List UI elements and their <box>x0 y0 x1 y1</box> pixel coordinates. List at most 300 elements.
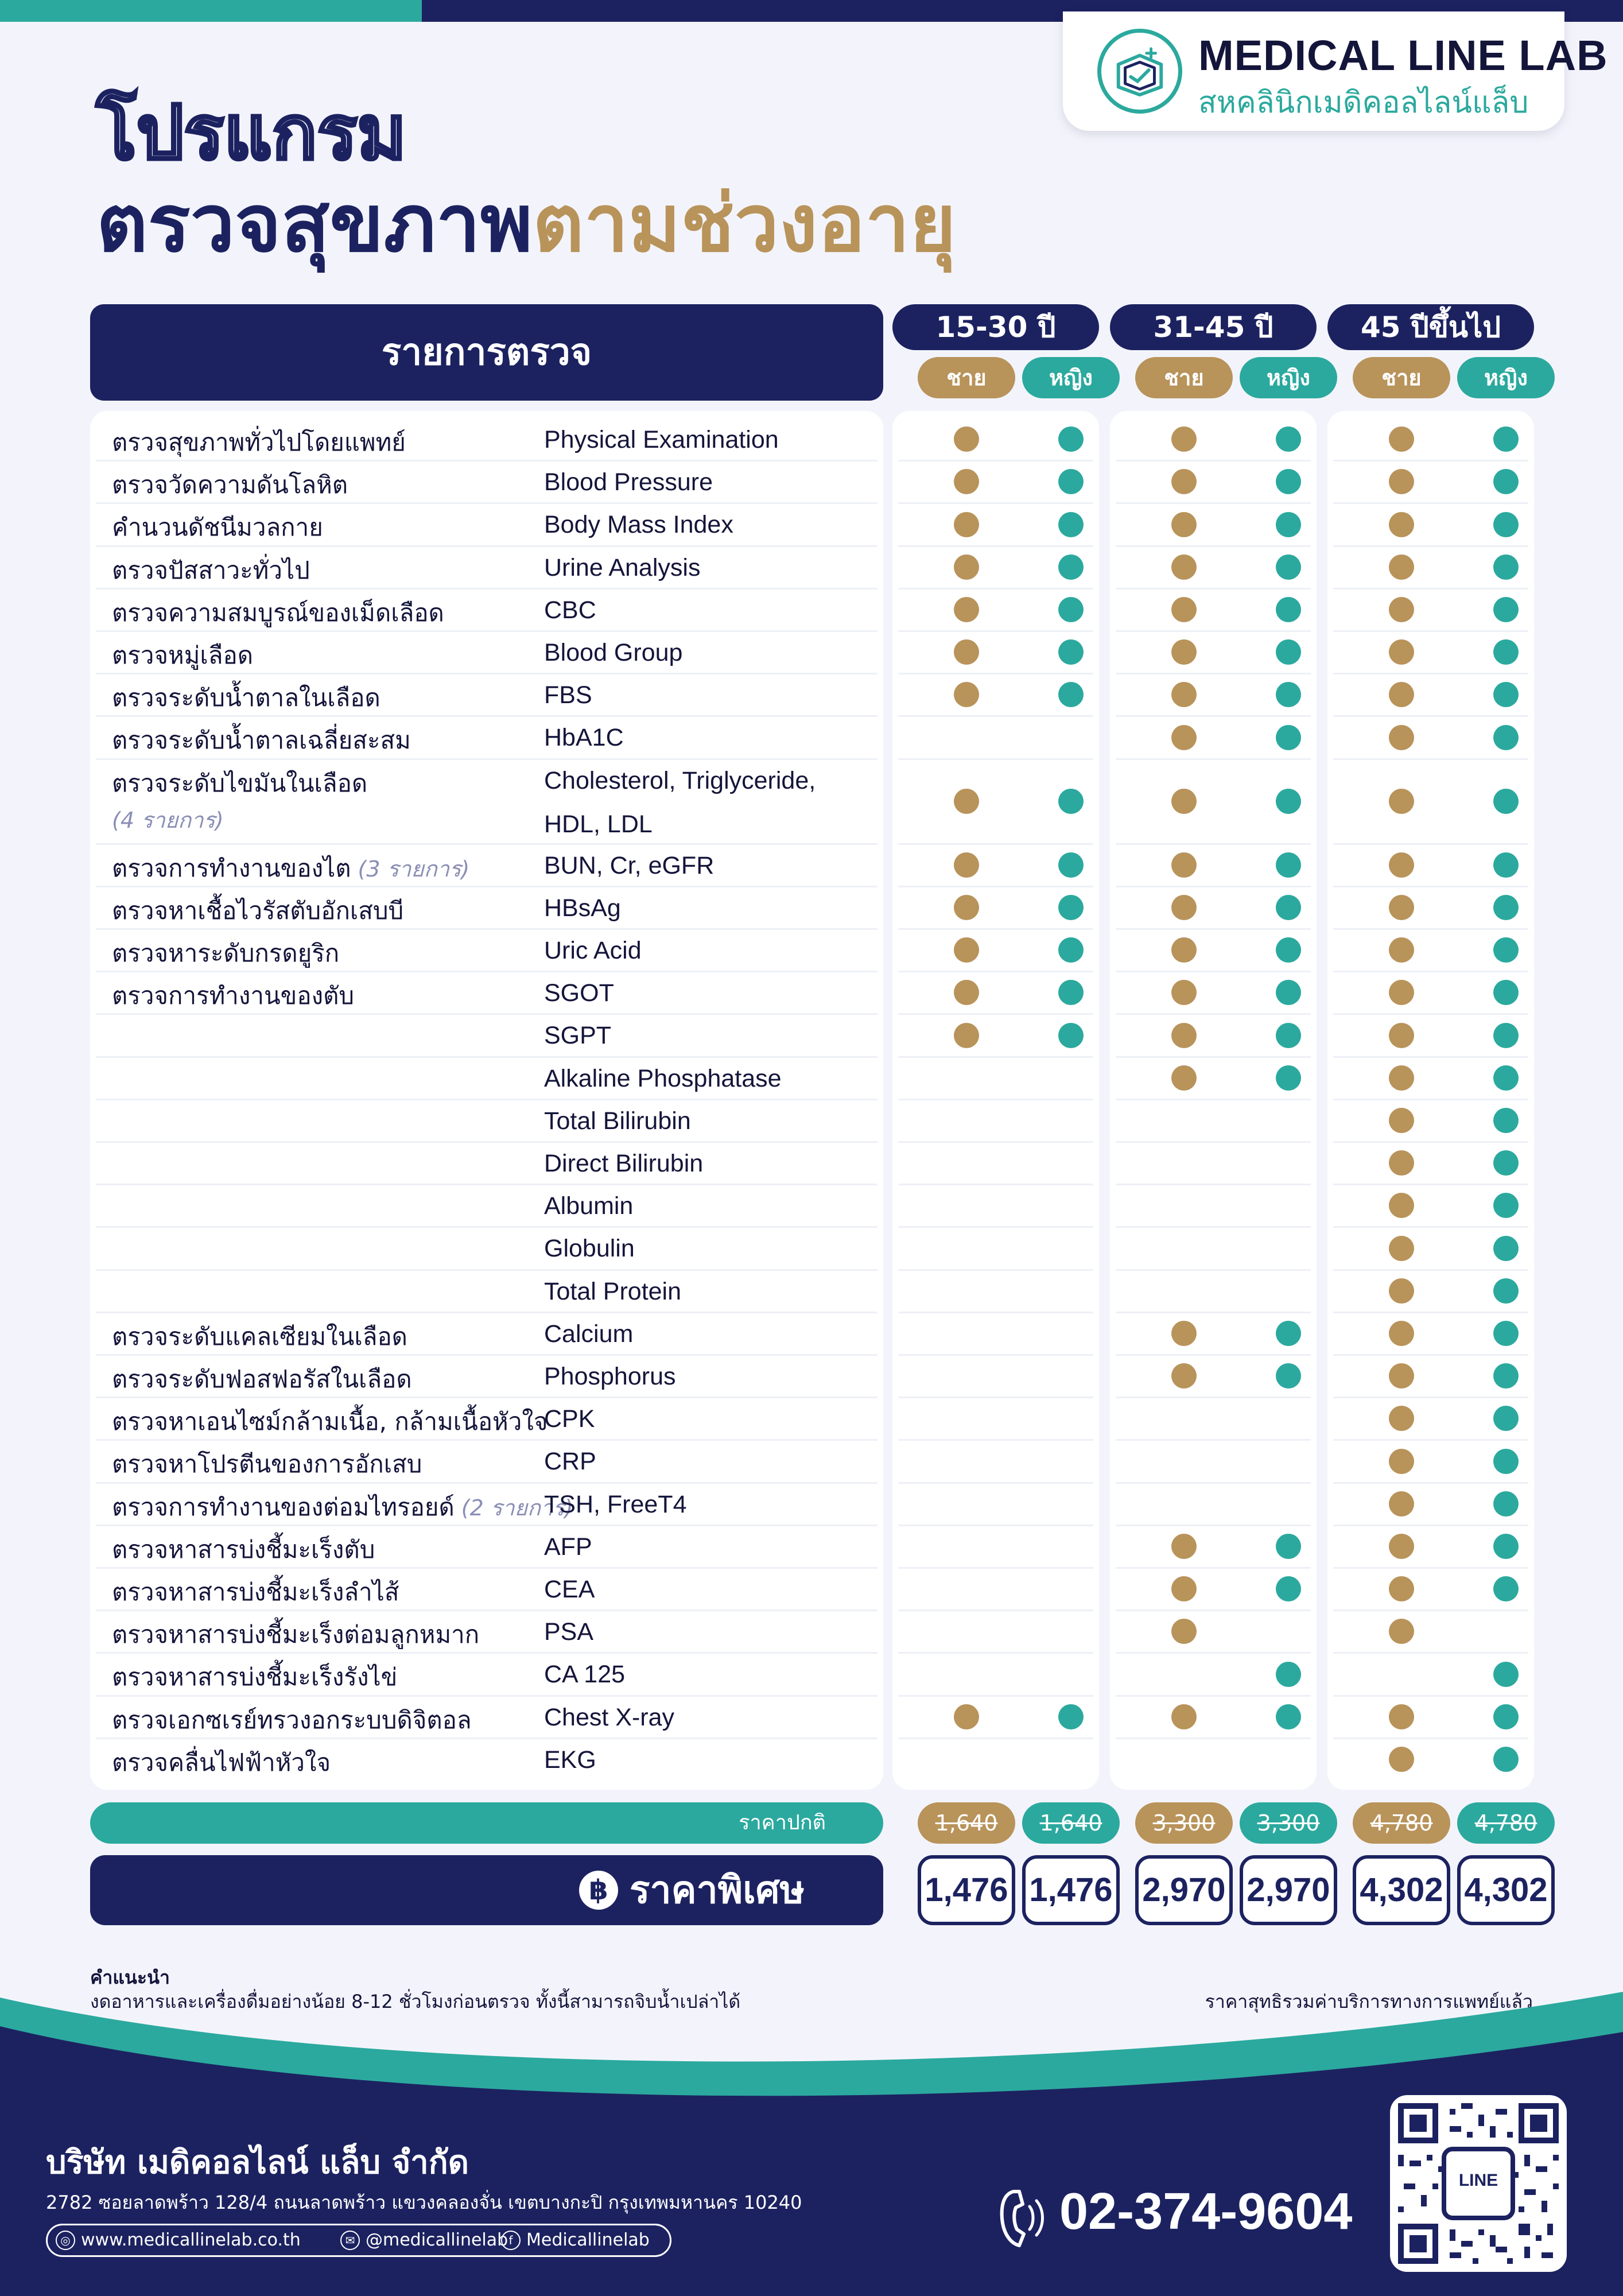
row-divider <box>898 460 1093 461</box>
female-label-31-45: หญิง <box>1240 357 1337 398</box>
row-divider <box>898 1099 1093 1100</box>
row-divider <box>96 630 877 632</box>
row-divider <box>898 630 1093 632</box>
included-mark-male-31-45 <box>1171 1534 1197 1559</box>
row-label-thai <box>112 637 253 674</box>
row-label-english: CPK <box>544 1405 595 1433</box>
row-label-thai <box>112 765 367 837</box>
line-link[interactable] <box>340 2225 508 2255</box>
row-label-english: Cholesterol, Triglyceride, <box>544 766 816 794</box>
row-label-thai <box>112 1531 375 1569</box>
row-divider <box>898 545 1093 547</box>
included-mark-male-45-plus <box>1389 1108 1414 1133</box>
row-label-thai <box>112 934 339 972</box>
row-divider <box>1333 1737 1528 1739</box>
row-divider <box>96 1482 877 1484</box>
included-mark-male-15-30 <box>954 639 979 665</box>
phone-number[interactable]: 02-374-9604 <box>1059 2183 1353 2240</box>
included-mark-female-15-30 <box>1058 1704 1084 1729</box>
row-divider <box>1116 1013 1311 1015</box>
row-label-thai-text: ตรวจระดับน้ำตาลเฉลี่ยสะสม <box>112 726 411 755</box>
included-mark-female-15-30 <box>1058 789 1084 814</box>
included-mark-female-31-45 <box>1276 469 1301 494</box>
row-divider <box>1116 1312 1311 1313</box>
included-mark-male-45-plus <box>1389 512 1414 537</box>
row-label-thai-text: ตรวจระดับฟอสฟอรัสในเลือด <box>112 1365 412 1393</box>
row-divider <box>1333 1226 1528 1228</box>
normal-price-male-45-plus: 4,780 <box>1353 1802 1450 1844</box>
included-mark-male-45-plus <box>1389 469 1414 494</box>
included-mark-male-45-plus <box>1389 1704 1414 1729</box>
row-label-thai-text: ตรวจหาเชื้อไวรัสตับอักเสบบี <box>112 896 404 925</box>
row-divider <box>96 1184 877 1185</box>
included-mark-female-45-plus <box>1493 1023 1519 1048</box>
included-mark-female-15-30 <box>1058 682 1084 707</box>
row-label-thai-text: ตรวจการทำงานของต่อมไทรอยด์ <box>112 1492 455 1521</box>
row-label-thai-text: ตรวจหาสารบ่งชี้มะเร็งตับ <box>112 1535 375 1564</box>
row-divider <box>1333 1695 1528 1697</box>
included-mark-male-45-plus <box>1389 597 1414 622</box>
special-price-label: ราคาพิเศษ <box>630 1868 805 1912</box>
row-divider <box>96 1141 877 1143</box>
row-divider <box>96 1312 877 1313</box>
included-mark-male-31-45 <box>1171 426 1197 452</box>
included-mark-female-45-plus <box>1493 1704 1519 1729</box>
normal-price-female-15-30: 1,640 <box>1022 1802 1120 1844</box>
normal-price-male-15-30: 1,640 <box>918 1802 1015 1844</box>
included-mark-female-45-plus <box>1493 1534 1519 1559</box>
title-part-age: ตามช่วงอายุ <box>533 177 956 270</box>
female-label-45-plus: หญิง <box>1457 357 1555 398</box>
included-mark-female-45-plus <box>1493 682 1519 707</box>
included-mark-male-45-plus <box>1389 1491 1414 1517</box>
row-divider <box>1333 1141 1528 1143</box>
row-label-thai-text: ตรวจสุขภาพทั่วไปโดยแพทย์ <box>112 428 406 456</box>
row-label-english: CA 125 <box>544 1661 626 1689</box>
row-divider <box>96 928 877 930</box>
row-divider <box>898 1056 1093 1058</box>
row-divider <box>898 1312 1093 1313</box>
included-mark-male-31-45 <box>1171 1363 1197 1389</box>
row-divider <box>1333 715 1528 717</box>
special-price-male-15-30: 1,476 <box>918 1855 1015 1925</box>
row-divider <box>1333 1567 1528 1569</box>
row-divider <box>898 1226 1093 1228</box>
included-mark-male-45-plus <box>1389 1193 1414 1218</box>
included-mark-female-45-plus <box>1493 639 1519 665</box>
row-divider <box>1333 928 1528 930</box>
included-mark-female-45-plus <box>1493 1747 1519 1772</box>
row-divider <box>1116 886 1311 887</box>
row-label-english: HbA1C <box>544 724 624 752</box>
row-divider <box>96 1652 877 1654</box>
facebook-link[interactable] <box>501 2225 650 2255</box>
included-mark-male-31-45 <box>1171 1619 1197 1644</box>
row-divider <box>96 1013 877 1015</box>
row-divider <box>1333 1439 1528 1441</box>
included-mark-male-15-30 <box>954 895 979 920</box>
included-mark-male-45-plus <box>1389 1747 1414 1772</box>
row-label-thai-text: ตรวจหาระดับกรดยูริก <box>112 939 340 967</box>
row-label-thai-text: ตรวจเอกซเรย์ทรวงอกระบบดิจิตอล <box>112 1705 472 1734</box>
row-label-english: Albumin <box>544 1192 634 1220</box>
included-mark-male-45-plus <box>1389 937 1414 963</box>
row-divider <box>1333 460 1528 461</box>
included-mark-male-31-45 <box>1171 895 1197 920</box>
included-mark-male-15-30 <box>954 852 979 878</box>
included-mark-male-45-plus <box>1389 789 1414 814</box>
included-mark-female-45-plus <box>1493 1193 1519 1218</box>
included-mark-female-45-plus <box>1493 1236 1519 1261</box>
row-label-english: Total Protein <box>544 1277 682 1305</box>
included-mark-male-45-plus <box>1389 554 1414 580</box>
row-label-english: Chest X-ray <box>544 1703 675 1731</box>
row-label-thai <box>112 594 444 632</box>
row-label-thai <box>112 1658 397 1696</box>
table-header-label: รายการตรวจ <box>90 304 883 401</box>
included-mark-male-45-plus <box>1389 1619 1414 1644</box>
title-part-checkup: ตรวจสุขภาพ <box>96 177 533 270</box>
row-label-thai-text: ตรวจระดับไขมันในเลือด <box>112 769 368 797</box>
row-divider <box>96 715 877 717</box>
row-label-note: (3 รายการ) <box>358 856 470 882</box>
row-divider <box>1116 1099 1311 1100</box>
row-label-english: Calcium <box>544 1320 634 1348</box>
qr-code[interactable] <box>1390 2095 1567 2272</box>
special-price-male-31-45: 2,970 <box>1135 1855 1233 1925</box>
row-divider <box>1116 758 1311 760</box>
row-label-english: SGOT <box>544 979 614 1007</box>
included-mark-male-15-30 <box>954 512 979 537</box>
row-divider <box>1116 928 1311 930</box>
row-divider <box>898 588 1093 589</box>
included-mark-female-15-30 <box>1058 426 1084 452</box>
row-label-english: Blood Pressure <box>544 468 713 497</box>
included-mark-male-45-plus <box>1389 1278 1414 1304</box>
row-divider <box>96 588 877 589</box>
advice-heading: คำแนะนำ <box>90 1967 170 1988</box>
row-divider <box>96 886 877 887</box>
row-label-english: CEA <box>544 1576 595 1603</box>
included-mark-male-31-45 <box>1171 1023 1197 1048</box>
included-mark-male-45-plus <box>1389 980 1414 1005</box>
included-mark-male-45-plus <box>1389 426 1414 452</box>
row-divider <box>1333 588 1528 589</box>
included-mark-male-31-45 <box>1171 512 1197 537</box>
row-divider <box>1116 1652 1311 1654</box>
included-mark-female-45-plus <box>1493 1278 1519 1304</box>
included-mark-male-15-30 <box>954 937 979 963</box>
included-mark-male-31-45 <box>1171 852 1197 878</box>
included-mark-female-45-plus <box>1493 597 1519 622</box>
included-mark-male-15-30 <box>954 682 979 707</box>
included-mark-female-15-30 <box>1058 512 1084 537</box>
included-mark-female-31-45 <box>1276 682 1301 707</box>
included-mark-male-45-plus <box>1389 639 1414 665</box>
row-label-english-line2: HDL, LDL <box>544 810 653 838</box>
row-divider <box>96 1354 877 1356</box>
included-mark-male-31-45 <box>1171 725 1197 750</box>
globe-icon: ◎ <box>56 2231 75 2250</box>
included-mark-female-31-45 <box>1276 426 1301 452</box>
row-label-thai-text: ตรวจปัสสาวะทั่วไป <box>112 556 310 584</box>
included-mark-female-31-45 <box>1276 1704 1301 1729</box>
included-mark-female-15-30 <box>1058 1023 1084 1048</box>
row-divider <box>1116 843 1311 845</box>
included-mark-male-45-plus <box>1389 1321 1414 1346</box>
row-divider <box>1333 1652 1528 1654</box>
row-divider <box>1116 1482 1311 1484</box>
row-label-english: PSA <box>544 1618 594 1646</box>
qr-line-label: LINE <box>1458 2171 1498 2190</box>
row-divider <box>1116 1737 1311 1739</box>
row-label-thai <box>112 1488 573 1526</box>
facebook-text: Medicallinelab <box>526 2230 650 2250</box>
row-label-thai-text: คำนวนดัชนีมวลกาย <box>112 513 323 542</box>
phone-icon <box>996 2187 1048 2250</box>
row-divider <box>1333 758 1528 760</box>
row-label-english: Alkaline Phosphatase <box>544 1064 782 1092</box>
special-price-male-45-plus: 4,302 <box>1353 1855 1450 1925</box>
special-price-female-45-plus: 4,302 <box>1457 1855 1555 1925</box>
row-label-thai <box>112 1616 479 1654</box>
included-mark-male-45-plus <box>1389 1449 1414 1474</box>
included-mark-female-45-plus <box>1493 469 1519 494</box>
special-price-bar <box>90 1855 883 1925</box>
included-mark-male-31-45 <box>1171 937 1197 963</box>
row-divider <box>96 971 877 972</box>
normal-price-label: ราคาปกติ <box>739 1811 826 1835</box>
included-mark-female-45-plus <box>1493 789 1519 814</box>
included-mark-female-15-30 <box>1058 597 1084 622</box>
brand-subtitle: สหคลินิกเมดิคอลไลน์แล็บ <box>1198 86 1529 120</box>
row-label-english: Blood Group <box>544 639 683 666</box>
normal-price-male-31-45: 3,300 <box>1135 1802 1233 1844</box>
included-mark-female-31-45 <box>1276 980 1301 1005</box>
included-mark-female-31-45 <box>1276 639 1301 665</box>
included-mark-male-45-plus <box>1389 1236 1414 1261</box>
row-divider <box>1333 673 1528 674</box>
row-divider <box>898 502 1093 504</box>
row-divider <box>1333 1397 1528 1398</box>
row-label-thai-text: ตรวจระดับน้ำตาลในเลือด <box>112 684 380 712</box>
brand-logo-icon <box>1097 29 1182 114</box>
row-divider <box>96 843 877 845</box>
row-divider <box>898 1737 1093 1739</box>
row-divider <box>1333 502 1528 504</box>
included-mark-female-15-30 <box>1058 554 1084 580</box>
included-mark-male-31-45 <box>1171 597 1197 622</box>
included-mark-male-31-45 <box>1171 1065 1197 1091</box>
row-label-thai <box>112 1744 331 1782</box>
row-divider <box>1333 971 1528 972</box>
row-divider <box>1333 1056 1528 1058</box>
row-divider <box>96 545 877 547</box>
advice-text: งดอาหารและเครื่องดื่มอย่างน้อย 8-12 ชั่วโมงก่อนตรวจ ทั้งนี้สามารถจิบน้ำเปล่าได้ <box>90 1991 741 2012</box>
row-divider <box>1116 1525 1311 1526</box>
included-mark-male-31-45 <box>1171 1704 1197 1729</box>
row-divider <box>1116 971 1311 972</box>
row-divider <box>1333 1312 1528 1313</box>
brand-logo-card <box>1063 11 1608 131</box>
included-mark-male-15-30 <box>954 426 979 452</box>
row-label-thai <box>112 1573 399 1611</box>
row-divider <box>1116 1695 1311 1697</box>
included-mark-male-31-45 <box>1171 1576 1197 1601</box>
row-divider <box>96 1439 877 1441</box>
included-mark-female-45-plus <box>1493 1321 1519 1346</box>
facebook-icon: f <box>501 2231 521 2250</box>
row-divider <box>898 971 1093 972</box>
included-mark-female-45-plus <box>1493 1406 1519 1431</box>
brand-name: MEDICAL LINE LAB <box>1198 32 1608 79</box>
included-mark-female-45-plus <box>1493 937 1519 963</box>
included-mark-male-45-plus <box>1389 1023 1414 1048</box>
row-label-note: (2 รายการ) <box>461 1495 573 1521</box>
row-label-english: Globulin <box>544 1235 635 1263</box>
row-divider <box>1116 1439 1311 1441</box>
row-divider <box>1333 1609 1528 1611</box>
included-mark-male-15-30 <box>954 554 979 580</box>
row-divider <box>1116 1397 1311 1398</box>
row-divider <box>1333 1013 1528 1015</box>
included-mark-male-45-plus <box>1389 1576 1414 1601</box>
included-mark-male-31-45 <box>1171 980 1197 1005</box>
row-divider <box>96 1397 877 1398</box>
included-mark-female-45-plus <box>1493 1491 1519 1517</box>
row-label-thai <box>112 1701 472 1739</box>
included-mark-female-31-45 <box>1276 1023 1301 1048</box>
row-divider <box>96 1567 877 1569</box>
row-label-thai-text: ตรวจหาเอนไซม์กล้ามเนื้อ, กล้ามเนื้อหัวใจ <box>112 1407 548 1436</box>
row-label-thai <box>112 1403 548 1441</box>
included-mark-female-31-45 <box>1276 1363 1301 1389</box>
row-divider <box>898 1397 1093 1398</box>
baht-icon: ฿ <box>579 1871 618 1910</box>
included-mark-male-31-45 <box>1171 1321 1197 1346</box>
row-label-thai-text: ตรวจวัดความดันโลหิต <box>112 471 348 499</box>
row-divider <box>96 673 877 674</box>
website-link[interactable] <box>56 2225 301 2255</box>
included-mark-female-31-45 <box>1276 1576 1301 1601</box>
row-label-english: Uric Acid <box>544 937 642 964</box>
row-divider <box>1116 460 1311 461</box>
age-group-31-45: 31-45 ปี <box>1110 304 1317 350</box>
row-label-english: CRP <box>544 1448 596 1476</box>
row-divider <box>96 1525 877 1526</box>
included-mark-female-45-plus <box>1493 852 1519 878</box>
row-label-thai-text: ตรวจหมู่เลือด <box>112 641 253 669</box>
male-label-45-plus: ชาย <box>1353 357 1450 398</box>
row-label-english: BUN, Cr, eGFR <box>544 851 715 879</box>
top-accent-bar-teal <box>0 0 422 22</box>
row-divider <box>1333 1525 1528 1526</box>
included-mark-female-45-plus <box>1493 725 1519 750</box>
row-divider <box>96 460 877 461</box>
row-label-thai <box>112 850 469 887</box>
row-divider <box>96 1737 877 1739</box>
included-mark-male-31-45 <box>1171 682 1197 707</box>
included-mark-female-45-plus <box>1493 1150 1519 1176</box>
row-divider <box>1116 1056 1311 1058</box>
row-label-thai-text: ตรวจหาโปรตีนของการอักเสบ <box>112 1450 422 1479</box>
included-mark-female-45-plus <box>1493 980 1519 1005</box>
row-label-english: Total Bilirubin <box>544 1107 691 1135</box>
age-group-45-plus: 45 ปีขึ้นไป <box>1327 304 1534 350</box>
row-divider <box>898 1652 1093 1654</box>
included-mark-male-45-plus <box>1389 725 1414 750</box>
row-divider <box>1333 1269 1528 1271</box>
row-divider <box>1116 1226 1311 1228</box>
row-divider <box>1116 715 1311 717</box>
row-divider <box>898 1695 1093 1697</box>
row-label-thai <box>112 509 323 546</box>
included-mark-female-15-30 <box>1058 937 1084 963</box>
row-divider <box>898 1482 1093 1484</box>
included-mark-male-45-plus <box>1389 1406 1414 1431</box>
company-address: 2782 ซอยลาดพร้าว 128/4 ถนนลาดพร้าว แขวงคลองจั่น เขตบางกะปิ กรุงเทพมหานคร 10240 <box>46 2192 802 2213</box>
row-divider <box>1333 1184 1528 1185</box>
included-mark-female-31-45 <box>1276 937 1301 963</box>
row-divider <box>898 1269 1093 1271</box>
row-label-english: FBS <box>544 681 592 709</box>
included-mark-female-45-plus <box>1493 1662 1519 1687</box>
row-divider <box>1333 1099 1528 1100</box>
included-mark-female-45-plus <box>1493 1576 1519 1601</box>
row-label-thai <box>112 552 310 589</box>
included-mark-female-45-plus <box>1493 1449 1519 1474</box>
row-label-english: EKG <box>544 1746 596 1774</box>
row-divider <box>1333 630 1528 632</box>
included-mark-male-45-plus <box>1389 895 1414 920</box>
row-divider <box>1116 673 1311 674</box>
row-label-thai <box>112 1360 412 1398</box>
age-group-15-30: 15-30 ปี <box>892 304 1099 350</box>
row-divider <box>1333 886 1528 887</box>
row-label-english: CBC <box>544 596 596 624</box>
male-label-31-45: ชาย <box>1135 357 1233 398</box>
row-divider <box>96 1099 877 1100</box>
included-mark-female-15-30 <box>1058 469 1084 494</box>
row-divider <box>1333 1482 1528 1484</box>
row-divider <box>1116 1609 1311 1611</box>
row-divider <box>1116 1354 1311 1356</box>
row-divider <box>96 1056 877 1058</box>
row-label-thai-text: ตรวจหาสารบ่งชี้มะเร็งลำไส้ <box>112 1578 399 1606</box>
row-label-english: Urine Analysis <box>544 553 701 581</box>
included-mark-male-31-45 <box>1171 554 1197 580</box>
row-label-thai <box>112 892 403 930</box>
row-divider <box>898 843 1093 845</box>
included-mark-female-15-30 <box>1058 980 1084 1005</box>
row-label-thai-text: ตรวจการทำงานของตับ <box>112 982 355 1010</box>
row-divider <box>898 1184 1093 1185</box>
included-mark-female-15-30 <box>1058 852 1084 878</box>
included-mark-male-45-plus <box>1389 682 1414 707</box>
row-divider <box>1333 843 1528 845</box>
row-label-english: Phosphorus <box>544 1363 676 1390</box>
included-mark-female-31-45 <box>1276 554 1301 580</box>
page-title-line1: โปรแกรม <box>96 89 407 176</box>
included-mark-female-45-plus <box>1493 1065 1519 1091</box>
included-mark-female-45-plus <box>1493 554 1519 580</box>
included-mark-female-31-45 <box>1276 1065 1301 1091</box>
included-mark-male-45-plus <box>1389 1065 1414 1091</box>
included-mark-female-31-45 <box>1276 512 1301 537</box>
row-divider <box>898 1354 1093 1356</box>
included-mark-male-31-45 <box>1171 789 1197 814</box>
row-label-thai <box>112 977 354 1015</box>
